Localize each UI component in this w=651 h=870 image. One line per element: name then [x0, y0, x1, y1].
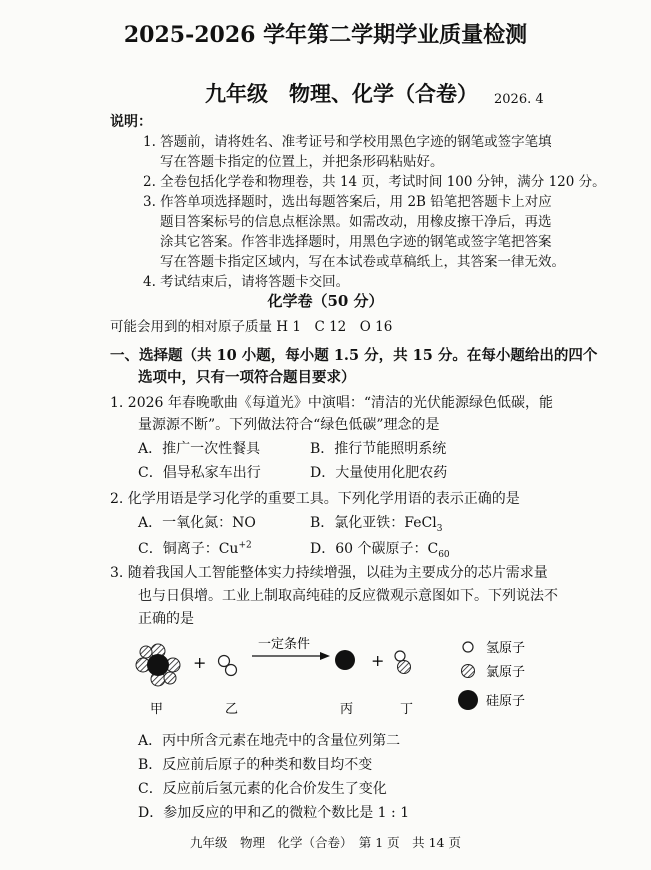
q2-option-c: C．铜离子：$Cu^{+2}$ — [138, 540, 252, 557]
label-jia: 甲 — [150, 702, 164, 717]
label-yi: 乙 — [225, 702, 239, 717]
molecule-yi — [219, 656, 237, 676]
legend-silicon-icon — [458, 690, 478, 710]
instruction-line: 2. 全卷包括化学卷和物理卷，共 14 页，考试时间 100 分钟，满分 120 分。 — [143, 174, 606, 190]
plus-sign: + — [193, 653, 207, 672]
instruction-line: 1. 答题前，请将姓名、准考证号和学校用黑色字迹的钢笔或签字笔填 — [143, 134, 552, 150]
instructions-label: 说明： — [110, 114, 152, 130]
molecule-ding — [395, 651, 411, 674]
label-bing: 丙 — [340, 702, 354, 717]
q1-option-a: A．推广一次性餐具 — [138, 441, 261, 457]
q3-option-a: A．丙中所含元素在地壳中的含量位列第二 — [138, 733, 401, 749]
instruction-line: 4. 考试结束后，请将答题卡交回。 — [143, 274, 350, 290]
reaction-condition: 一定条件 — [258, 637, 311, 652]
legend-hydrogen-icon — [463, 642, 473, 652]
q2-option-b: B．氯化亚铁：FeCl$_3$ — [310, 515, 443, 534]
plus-sign: + — [371, 651, 385, 670]
q3-option-d: D．参加反应的甲和乙的微粒个数比是 1 : 1 — [138, 805, 410, 821]
q2-option-a: A．一氧化氮：NO — [138, 515, 256, 531]
legend-hydrogen: 氢原子 — [486, 641, 526, 656]
instruction-line: 写在答题卡指定区域内，写在本试卷或草稿纸上，其答案一律无效。 — [160, 254, 565, 270]
chemistry-section-title: 化学卷（50 分） — [267, 292, 384, 310]
molecule-bing — [335, 650, 355, 670]
q2-option-d: D．60 个碳原子：$C_{60}$ — [310, 541, 450, 560]
instruction-line: 题目答案标号的信息点框涂黑。如需改动，用橡皮擦干净后，再选 — [160, 214, 552, 230]
q3-stem-cont: 正确的是 — [138, 611, 194, 627]
exam-date: 2026. 4 — [494, 92, 544, 107]
q1-option-b: B．推行节能照明系统 — [310, 441, 447, 457]
q1-option-c: C．倡导私家车出行 — [138, 465, 261, 481]
q1-stem: 1. 2026 年春晚歌曲《每道光》中演唱：“清洁的光伏能源绿色低碳，能 — [110, 395, 554, 411]
q1-option-d: D．大量使用化肥农药 — [310, 465, 448, 481]
instruction-line: 写在答题卡指定的位置上，并把条形码粘贴好。 — [160, 154, 444, 170]
page-footer: 九年级 物理 化学（合卷） 第 1 页 共 14 页 — [189, 835, 461, 850]
exam-subtitle: 九年级 物理、化学（合卷） — [205, 81, 478, 106]
part-heading-cont: 选项中，只有一项符合题目要求） — [138, 369, 356, 386]
molecule-jia — [136, 644, 180, 686]
atomic-masses: 可能会用到的相对原子质量 H 1 C 12 O 16 — [110, 319, 393, 335]
q1-stem-cont: 量源源不断”。下列做法符合“绿色低碳”理念的是 — [138, 417, 440, 433]
label-ding: 丁 — [400, 702, 414, 717]
exam-title: 2025-2026 学年第二学期学业质量检测 — [123, 22, 528, 48]
q2-stem: 2. 化学用语是学习化学的重要工具。下列化学用语的表示正确的是 — [110, 491, 520, 507]
reaction-diagram — [0, 630, 651, 725]
instruction-line: 3. 作答单项选择题时，选出每题答案后，用 2B 铅笔把答题卡上对应 — [143, 194, 552, 210]
q3-option-c: C．反应前后氢元素的化合价发生了变化 — [138, 781, 387, 797]
legend-chlorine: 氯原子 — [486, 665, 526, 680]
q3-option-b: B．反应前后原子的种类和数目均不变 — [138, 757, 373, 773]
legend — [458, 641, 525, 710]
q3-stem: 3. 随着我国人工智能整体实力持续增强，以硅为主要成分的芯片需求量 — [110, 565, 548, 581]
legend-silicon: 硅原子 — [486, 694, 526, 709]
legend-chlorine-icon — [462, 665, 475, 678]
q3-stem-cont: 也与日俱增。工业上制取高纯硅的反应微观示意图如下。下列说法不 — [138, 588, 558, 604]
instruction-line: 涂其它答案。作答非选择题时，用黑色字迹的钢笔或签字笔把答案 — [160, 234, 552, 250]
part-heading: 一、选择题（共 10 小题，每小题 1.5 分，共 15 分。在每小题给出的四个 — [110, 347, 598, 364]
